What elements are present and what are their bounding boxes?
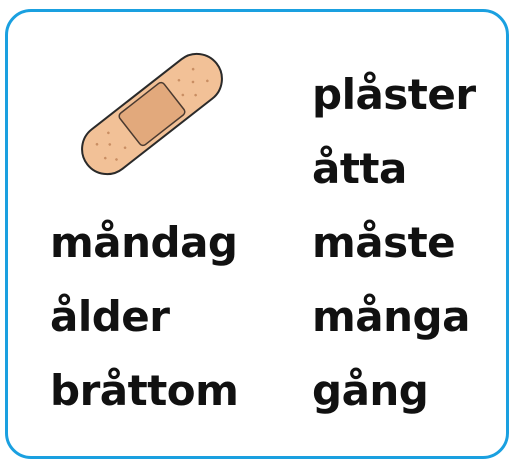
word-alder: ålder <box>50 292 170 341</box>
word-mandag: måndag <box>50 218 238 267</box>
word-brattom: bråttom <box>50 366 239 415</box>
word-gang: gång <box>312 366 429 415</box>
word-atta: åtta <box>312 144 407 193</box>
bandage-icon <box>62 34 242 194</box>
word-manga: många <box>312 292 470 341</box>
word-maste: måste <box>312 218 456 267</box>
word-plaster: plåster <box>312 70 476 119</box>
